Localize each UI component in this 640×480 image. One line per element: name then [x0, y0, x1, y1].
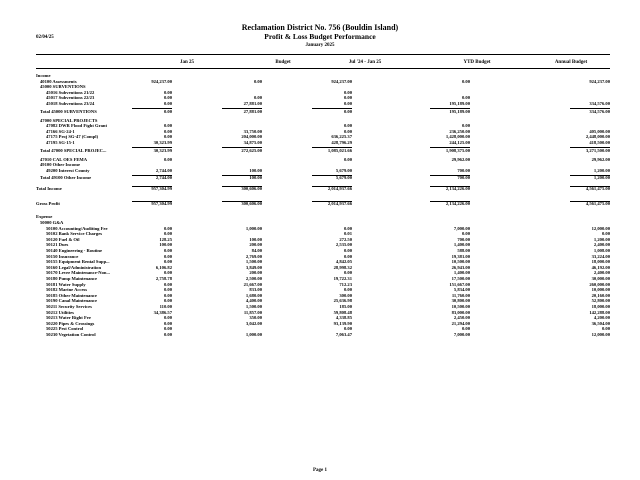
total-rule: [570, 108, 610, 109]
table-row: [0, 201, 640, 207]
col-head-ytd-budget: YTD Budget: [463, 60, 491, 65]
row-value: 0.00: [343, 95, 352, 101]
row-value: 2,014,937.66: [327, 201, 352, 207]
row-label: Total 47000 SPECIAL PROJEC...: [40, 147, 107, 153]
row-value: 1,400.00: [453, 242, 470, 248]
row-value: 300,606.00: [241, 201, 262, 207]
row-value: 0.00: [163, 156, 172, 162]
total-rule: [570, 201, 610, 202]
row-value: 957,304.99: [151, 201, 172, 207]
row-value: 7,063.47: [335, 332, 352, 337]
row-label: 49100 Other Income: [40, 162, 80, 168]
row-value: 0.00: [163, 248, 172, 253]
row-value: 4,338.85: [335, 315, 352, 321]
row-value: 1,000.00: [245, 225, 262, 231]
row-value: 195,189.00: [449, 101, 470, 106]
row-value: 1,200.00: [593, 175, 610, 181]
total-rule: [430, 201, 470, 202]
header-rule-top: [36, 54, 610, 55]
row-label: 47195 SG-15-1: [46, 140, 75, 145]
row-value: 1,400.00: [453, 270, 470, 276]
row-value: 2,535.00: [335, 242, 352, 248]
row-value: 712.23: [339, 281, 352, 287]
total-rule: [430, 108, 470, 109]
total-rule: [430, 147, 470, 148]
row-value: 700.00: [457, 167, 470, 173]
row-value: 2,500.00: [245, 276, 262, 281]
row-value: 10,500.00: [451, 259, 470, 265]
total-rule: [570, 147, 610, 148]
row-label: Expense: [36, 214, 53, 220]
row-value: 2,744.00: [155, 167, 172, 173]
row-value: 1,085,021.66: [327, 147, 352, 153]
row-value: 4,561,475.00: [585, 186, 610, 192]
col-head-budget: Budget: [275, 60, 291, 65]
row-label: Total 49100 Other Income: [40, 175, 92, 181]
row-value: 128.25: [159, 236, 172, 242]
row-value: 17,500.00: [451, 276, 470, 281]
row-value: 1,008.00: [593, 248, 610, 253]
row-value: 19,722.31: [333, 276, 352, 281]
row-value: 334,576.00: [589, 108, 610, 114]
row-value: 2,400.00: [593, 242, 610, 248]
row-label: 50213 Water Right Fee: [46, 315, 91, 321]
row-value: 12,000.00: [591, 225, 610, 231]
row-value: 700.00: [457, 175, 470, 181]
row-value: 52,800.00: [591, 298, 610, 304]
total-rule: [132, 108, 172, 109]
row-value: 84.00: [251, 248, 262, 253]
row-label: 50225 Pest Control: [46, 326, 84, 332]
total-rule: [222, 147, 262, 148]
table-row: [0, 109, 640, 115]
row-value: 244,125.00: [449, 140, 470, 145]
total-rule: [312, 186, 352, 187]
row-label: 47000 SPECIAL PROJECTS: [40, 117, 98, 123]
row-value: 300.00: [339, 292, 352, 298]
row-value: 957,304.99: [151, 186, 172, 192]
row-value: 200.00: [249, 242, 262, 248]
total-rule: [132, 201, 172, 202]
row-value: 0.00: [163, 320, 172, 326]
row-value: 0.00: [601, 326, 610, 332]
row-value: 0.00: [343, 225, 352, 231]
row-value: 0.00: [163, 253, 172, 259]
total-rule: [312, 147, 352, 148]
table-row: [0, 186, 640, 192]
total-rule: [570, 186, 610, 187]
row-label: 50155 Equipment Rental Supp...: [46, 259, 110, 265]
row-value: 0.00: [343, 270, 352, 276]
row-value: 0.00: [461, 95, 470, 101]
row-value: 1,500.00: [245, 259, 262, 265]
row-value: 19,381.00: [451, 253, 470, 259]
row-value: 20,160.00: [591, 292, 610, 298]
row-value: 185.00: [339, 304, 352, 309]
row-value: 1,200.00: [593, 236, 610, 242]
row-value: 833.00: [249, 287, 262, 293]
row-value: 0.00: [163, 134, 172, 140]
row-value: 36,504.00: [591, 320, 610, 326]
row-value: 405,000.00: [589, 128, 610, 134]
row-value: 1,680.00: [245, 292, 262, 298]
row-value: 83,000.00: [451, 309, 470, 315]
row-value: 0.00: [461, 78, 470, 84]
row-value: 2,134,226.00: [445, 186, 470, 192]
row-value: 588.00: [457, 248, 470, 253]
row-value: 260,000.00: [589, 281, 610, 287]
row-value: 10,500.00: [451, 304, 470, 309]
row-value: 428,796.29: [331, 140, 352, 145]
row-value: 33,750.00: [243, 128, 262, 134]
row-label: 50185 Other Maintenance: [46, 292, 97, 298]
row-value: 27,881.00: [243, 101, 262, 106]
row-value: 200.00: [249, 270, 262, 276]
row-value: 0.00: [461, 231, 470, 237]
table-row: [0, 175, 640, 181]
report-subtitle: Profit & Loss Budget Performance: [264, 32, 376, 41]
row-value: 25,636.98: [333, 298, 352, 304]
row-label: 50230 Vegetation Control: [46, 332, 96, 337]
row-label: 50160 Legal/Administration: [46, 264, 101, 270]
row-value: 100.00: [249, 236, 262, 242]
row-value: 272.50: [339, 236, 352, 242]
row-value: 5,679.00: [335, 175, 352, 181]
row-value: 0.00: [163, 298, 172, 304]
total-rule: [132, 147, 172, 148]
row-label: 45000 SUBVENTIONS: [40, 84, 86, 90]
row-value: 0.00: [163, 108, 172, 114]
row-value: 0.00: [253, 78, 262, 84]
row-value: 21,294.00: [451, 320, 470, 326]
row-value: 142,288.00: [589, 309, 610, 315]
row-value: 0.00: [343, 101, 352, 106]
row-label: 47175 Proj SG-47 (Compl): [46, 134, 99, 140]
row-value: 0.00: [163, 332, 172, 337]
row-label: 47010 CAL OES FEMA: [40, 156, 88, 162]
row-label: 50181 Water Supply: [46, 281, 86, 287]
total-rule: [222, 108, 262, 109]
row-value: 2,769.00: [245, 253, 262, 259]
row-value: 2,134,226.00: [445, 201, 470, 207]
total-rule: [430, 186, 470, 187]
row-value: 2,450.00: [453, 315, 470, 321]
report-date: 02/04/25: [36, 35, 54, 40]
row-value: 7,000.00: [453, 332, 470, 337]
row-value: 59,808.48: [333, 309, 352, 315]
row-label: 50102 Bank Service Charges: [46, 231, 103, 237]
row-value: 0.00: [343, 326, 352, 332]
row-value: 30,323.99: [153, 147, 172, 153]
row-value: 334,576.00: [589, 101, 610, 106]
row-value: 924,237.00: [331, 78, 352, 84]
total-rule: [222, 186, 262, 187]
row-value: 0.00: [163, 315, 172, 321]
row-value: 29,962.00: [451, 156, 470, 162]
row-value: 18,000.00: [591, 259, 610, 265]
row-value: 1,500.00: [245, 304, 262, 309]
row-value: 2,758.78: [155, 276, 172, 281]
row-value: 0.00: [343, 156, 352, 162]
total-rule: [132, 186, 172, 187]
row-value: 5,679.00: [335, 167, 352, 173]
row-label: Total 45000 SUBVENTIONS: [40, 108, 97, 114]
row-value: 3,849.00: [245, 264, 262, 270]
table-row: [0, 148, 640, 154]
row-value: 0.00: [343, 253, 352, 259]
row-label: 50170 Levee Maintenance-Non...: [46, 270, 110, 276]
row-label: Total Income: [36, 186, 62, 192]
row-value: 0.00: [163, 292, 172, 298]
row-label: 50100 Accounting/Auditing Fee: [46, 225, 108, 231]
row-value: 0.00: [253, 95, 262, 101]
row-value: 30,323.99: [153, 140, 172, 145]
row-label: 45017 Subventions 22/23: [46, 95, 95, 101]
row-label: 50212 Utilities: [46, 309, 74, 315]
row-value: 1,908,375.00: [445, 147, 470, 153]
report-period: January 2025: [305, 43, 335, 48]
row-value: 27,881.00: [243, 108, 262, 114]
total-rule: [222, 175, 262, 176]
row-value: 7,000.00: [453, 225, 470, 231]
row-label: 50190 Canal Maintenance: [46, 298, 98, 304]
row-value: 34,875.00: [243, 140, 262, 145]
row-value: 2,448,000.00: [585, 134, 610, 140]
row-value: 4,561,475.00: [585, 201, 610, 207]
total-rule: [312, 108, 352, 109]
row-value: 924,237.00: [589, 78, 610, 84]
total-rule: [132, 175, 172, 176]
row-label: 50150 Insurance: [46, 253, 79, 259]
row-label: 45016 Subventions 21/22: [46, 89, 95, 95]
row-value: 46,192.00: [591, 264, 610, 270]
row-value: 0.00: [461, 326, 470, 332]
row-value: 30,000.00: [591, 276, 610, 281]
row-label: 45018 Subventions 23/24: [46, 101, 95, 106]
row-value: 636,225.37: [331, 134, 352, 140]
row-value: 0.00: [343, 123, 352, 129]
row-label: 50180 Pump Maintenance: [46, 276, 98, 281]
row-value: 204,000.00: [241, 134, 262, 140]
row-value: 300,606.00: [241, 186, 262, 192]
row-label: 50120 Fuel & Oil: [46, 236, 80, 242]
row-value: 1,000.00: [245, 332, 262, 337]
row-value: 21,667.00: [243, 281, 262, 287]
row-value: 2,014,937.66: [327, 186, 352, 192]
row-value: 100.00: [249, 167, 262, 173]
row-label: 50220 Pipes & Crossings: [46, 320, 95, 326]
row-value: 30,800.00: [451, 298, 470, 304]
row-value: 0.00: [163, 287, 172, 293]
row-label: 50211 Security Services: [46, 304, 92, 309]
row-label: Income: [36, 73, 51, 78]
row-value: 0.00: [343, 108, 352, 114]
row-value: 0.00: [163, 95, 172, 101]
row-value: 110.00: [159, 304, 172, 309]
table-row: [0, 140, 640, 146]
row-value: 195,189.00: [449, 108, 470, 114]
row-value: 0.00: [461, 123, 470, 129]
row-label: 50182 Marine Access: [46, 287, 88, 293]
row-value: 4,200.00: [593, 315, 610, 321]
row-label: 50140 Engineering - Routine: [46, 248, 103, 253]
row-value: 350.00: [249, 315, 262, 321]
row-value: 0.00: [343, 248, 352, 253]
row-value: 10,000.00: [591, 287, 610, 293]
report-title: Reclamation District No. 756 (Bouldin Island): [241, 23, 399, 32]
row-value: 0.00: [163, 270, 172, 276]
row-value: 0.00: [163, 225, 172, 231]
row-value: 0.00: [163, 259, 172, 265]
row-value: 2,400.00: [593, 270, 610, 276]
row-value: 151,667.00: [449, 281, 470, 287]
row-value: 0.00: [163, 281, 172, 287]
row-value: 11,857.00: [243, 309, 262, 315]
row-value: 4,842.05: [335, 259, 352, 265]
row-label: Gross Profit: [36, 201, 60, 207]
row-value: 93,139.90: [333, 320, 352, 326]
row-label: 40100 Assessments: [40, 78, 77, 84]
row-label: 50000 G&A: [40, 220, 64, 225]
row-value: 28,998.32: [333, 264, 352, 270]
row-value: 6,106.82: [155, 264, 172, 270]
row-label: 50121 Dues: [46, 242, 69, 248]
row-value: 2,744.00: [155, 175, 172, 181]
row-value: 924,237.00: [151, 78, 172, 84]
row-value: 34,386.57: [153, 309, 172, 315]
row-value: 0.00: [163, 123, 172, 129]
row-value: 0.00: [343, 128, 352, 134]
row-value: 12,000.00: [591, 332, 610, 337]
row-value: 1,200.00: [593, 167, 610, 173]
row-value: 5,834.00: [453, 287, 470, 293]
row-value: 100.00: [159, 242, 172, 248]
row-value: 4,400.00: [245, 298, 262, 304]
col-head-annual-budget: Annual Budget: [554, 60, 588, 65]
row-label: 47166 SG-24-1: [46, 128, 75, 134]
table-row: [0, 168, 640, 174]
row-value: 0.00: [343, 287, 352, 293]
row-value: 11,760.00: [451, 292, 470, 298]
row-value: 0.00: [163, 89, 172, 95]
row-label: 47082 DWR Flood Fight Grant: [46, 123, 107, 129]
row-value: 26,943.00: [451, 264, 470, 270]
row-value: 418,500.00: [589, 140, 610, 145]
total-rule: [312, 175, 352, 176]
row-value: 0.01: [343, 231, 352, 237]
row-value: 0.00: [163, 326, 172, 332]
col-head-jan: Jan 25: [179, 60, 195, 65]
row-value: 0.00: [601, 231, 610, 237]
total-rule: [312, 201, 352, 202]
total-rule: [222, 201, 262, 202]
row-value: 1,428,000.00: [445, 134, 470, 140]
row-value: 29,962.00: [591, 156, 610, 162]
row-value: 0.00: [163, 101, 172, 106]
row-value: 33,224.00: [591, 253, 610, 259]
row-value: 0.00: [163, 128, 172, 134]
page-number: Page 1: [312, 468, 328, 473]
header-rule-bottom: [36, 68, 610, 69]
row-value: 3,271,500.00: [585, 147, 610, 153]
row-value: 700.00: [457, 236, 470, 242]
total-rule: [430, 175, 470, 176]
table-row: [0, 101, 640, 107]
row-value: 236,250.00: [449, 128, 470, 134]
row-value: 0.00: [163, 231, 172, 237]
row-value: 18,000.00: [591, 304, 610, 309]
total-rule: [570, 175, 610, 176]
table-row: [0, 332, 640, 338]
row-value: 100.00: [249, 175, 262, 181]
row-label: 49200 Interest County: [46, 167, 90, 173]
row-value: 272,625.00: [241, 147, 262, 153]
row-value: 3,042.00: [245, 320, 262, 326]
col-head-ytd: Jul '24 - Jan 25: [348, 60, 382, 65]
row-value: 0.00: [343, 89, 352, 95]
